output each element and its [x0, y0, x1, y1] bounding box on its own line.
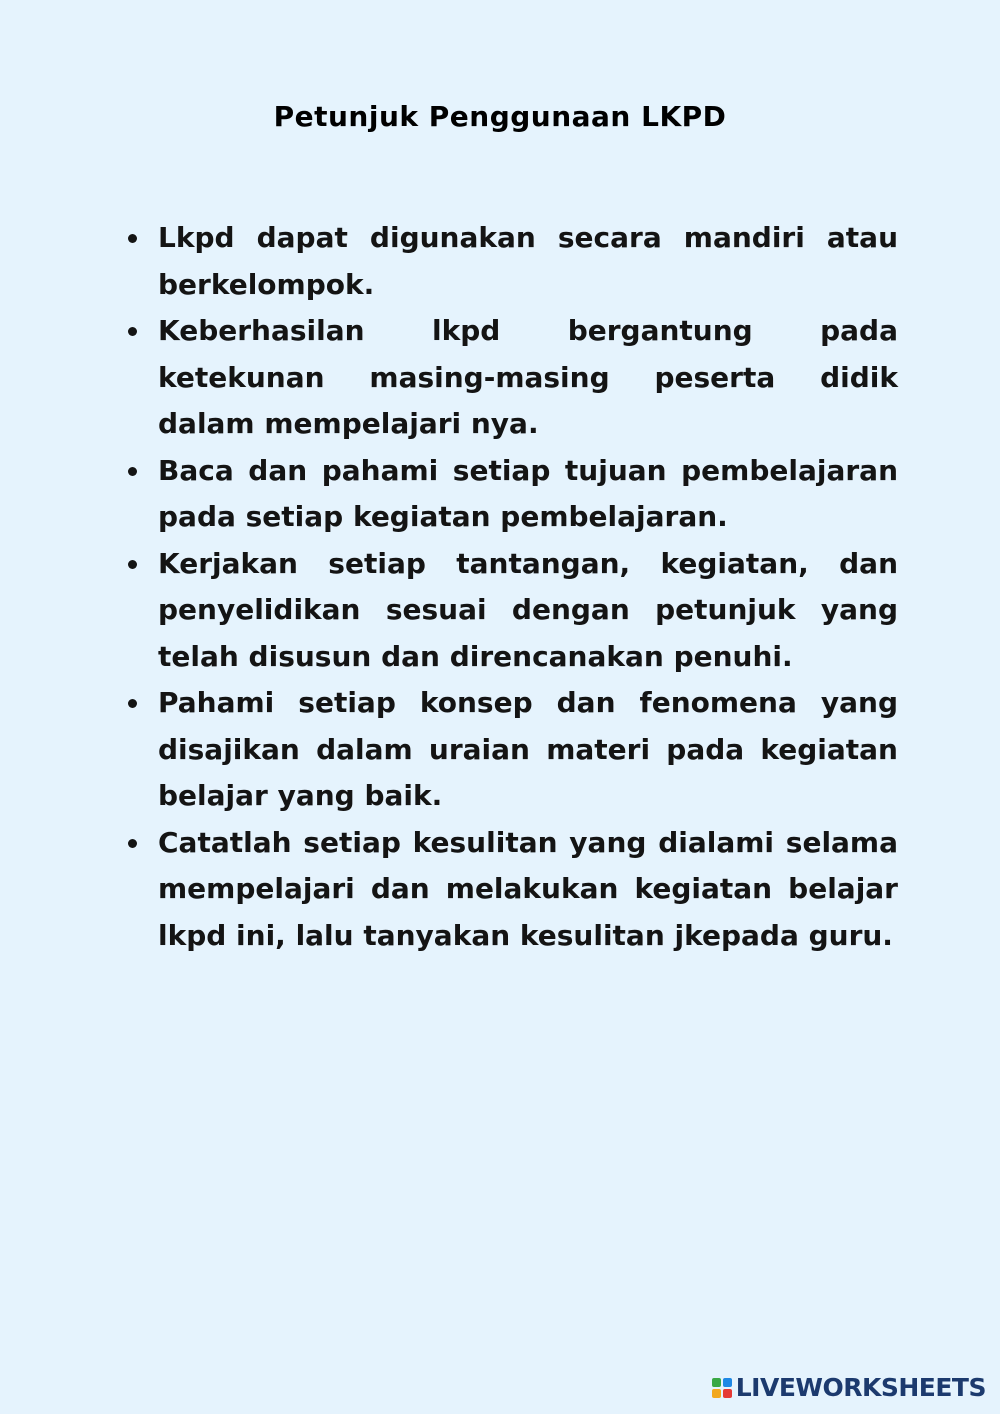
instruction-text: Catatlah setiap kesulitan yang dialami selama mempelajari dan melakukan kegiatan belajar lkpd ini, lalu tanyakan kesulitan jkepada guru. [158, 825, 898, 952]
list-item [158, 215, 898, 308]
instruction-list [158, 215, 898, 959]
list-item [158, 541, 898, 681]
brand-name: LIVEWORKSHEETS [735, 1373, 986, 1402]
liveworksheets-logo-icon [712, 1378, 732, 1398]
instruction-text: Baca dan pahami setiap tujuan pembelajaran pada setiap kegiatan pembelajaran. [158, 453, 898, 533]
instruction-text: Keberhasilan lkpd bergantung pada ketekunan masing-masing peserta didik dalam mempelajari nya. [158, 314, 898, 440]
bullet-icon [128, 234, 137, 243]
list-item [158, 820, 898, 960]
bullet-icon [128, 327, 137, 336]
instruction-text: Lkpd dapat digunakan secara mandiri atau berkelompok. [158, 221, 898, 301]
bullet-icon [128, 699, 137, 708]
list-item [158, 680, 898, 820]
page-title: Petunjuk Penggunaan LKPD [273, 100, 727, 133]
bullet-icon [128, 839, 137, 848]
list-item [158, 308, 898, 448]
instruction-text: Pahami setiap konsep dan fenomena yang disajikan dalam uraian materi pada kegiatan belajar yang baik. [158, 686, 898, 812]
instruction-text: Kerjakan setiap tantangan, kegiatan, dan penyelidikan sesuai dengan petunjuk yang telah disusun dan direncanakan penuhi. [158, 546, 898, 673]
bullet-icon [128, 560, 137, 569]
list-item [158, 448, 898, 541]
bullet-icon [128, 467, 137, 476]
liveworksheets-logo [712, 1373, 986, 1402]
